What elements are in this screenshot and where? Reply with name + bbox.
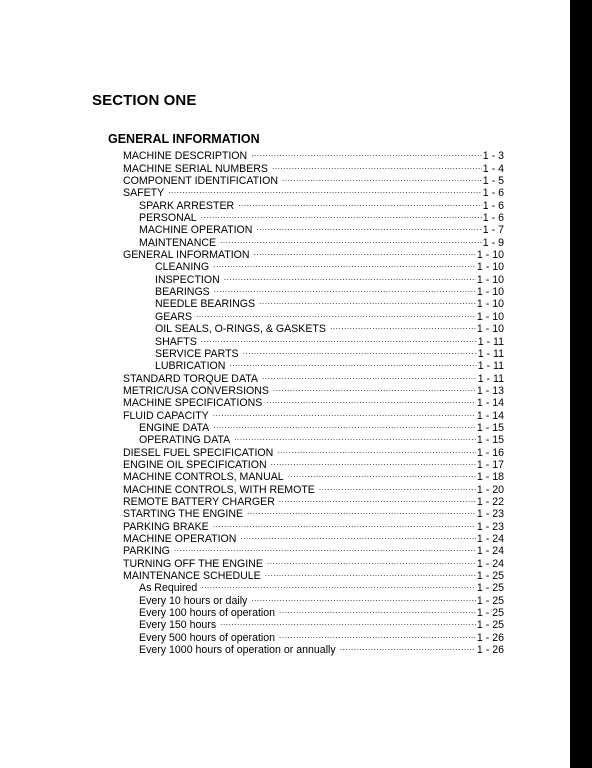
dot-leader: [214, 283, 476, 295]
toc-entry-title: SHAFTS: [155, 335, 197, 348]
dot-leader: [213, 258, 476, 270]
toc-entry[interactable]: [0, 616, 570, 632]
toc-entry[interactable]: [0, 320, 570, 336]
toc-entry-title: MACHINE SERIAL NUMBERS: [123, 162, 269, 175]
toc-entry[interactable]: [0, 554, 570, 570]
toc-entry[interactable]: [0, 246, 570, 262]
toc-entry-title: SERVICE PARTS: [155, 347, 239, 360]
dot-leader: [277, 443, 476, 455]
toc-entry-page-number: 1 - 22: [476, 495, 504, 508]
toc-entry-page-number: 1 - 25: [476, 607, 504, 620]
toc-entry-title: MACHINE OPERATION: [139, 224, 253, 237]
toc-entry[interactable]: [0, 172, 570, 188]
toc-entry-title: TURNING OFF THE ENGINE: [123, 557, 263, 570]
toc-entry-title: STARTING THE ENGINE: [123, 508, 244, 521]
dot-leader: [271, 456, 476, 468]
toc-entry-title: PERSONAL: [139, 212, 197, 225]
toc-entry-page-number: 1 - 23: [476, 520, 504, 533]
toc-entry-page-number: 1 - 26: [476, 631, 504, 644]
toc-entry[interactable]: [0, 468, 570, 484]
toc-entry-title: NEEDLE BEARINGS: [155, 298, 256, 311]
toc-entry-page-number: 1 - 14: [476, 409, 504, 422]
toc-entry-title: OPERATING DATA: [139, 434, 231, 447]
toc-entry-title: Every 500 hours of operation: [139, 631, 276, 644]
dot-leader: [229, 357, 476, 369]
toc-entry[interactable]: [0, 530, 570, 545]
dot-leader: [220, 616, 476, 628]
toc-entry[interactable]: [0, 209, 570, 225]
toc-entry-page-number: 1 - 24: [476, 533, 504, 545]
dot-leader: [340, 641, 476, 653]
toc-entry-page-number: 1 - 13: [476, 384, 504, 397]
toc-entry[interactable]: [0, 307, 570, 323]
dot-leader: [201, 579, 476, 591]
toc-entry[interactable]: [0, 591, 570, 607]
toc-entry-title: BEARINGS: [155, 286, 210, 299]
toc-entry[interactable]: [0, 431, 570, 447]
dot-leader: [272, 159, 482, 171]
toc-entry-title: GENERAL INFORMATION: [123, 249, 250, 262]
toc-entry-page-number: 1 - 10: [476, 323, 504, 336]
toc-entry[interactable]: [0, 443, 570, 459]
toc-entry-title: MACHINE SPECIFICATIONS: [123, 397, 263, 410]
dot-leader: [262, 369, 477, 381]
toc-entry[interactable]: [0, 628, 570, 644]
toc-entry[interactable]: [0, 382, 570, 397]
toc-entry-page-number: 1 - 11: [477, 372, 504, 385]
dot-leader: [201, 209, 482, 221]
dot-leader: [279, 628, 476, 640]
dot-leader: [267, 554, 476, 566]
toc-entry-title: LUBRICATION: [155, 360, 226, 373]
toc-entry-page-number: 1 - 16: [476, 446, 504, 459]
toc-entry-title: MACHINE DESCRIPTION: [123, 150, 248, 163]
toc-entry-page-number: 1 - 20: [476, 483, 504, 496]
toc-entry[interactable]: [0, 517, 570, 533]
toc-entry[interactable]: [0, 258, 570, 274]
toc-entry-page-number: 1 - 14: [476, 397, 504, 410]
toc-entry-title: Every 1000 hours of operation or annually: [139, 644, 336, 657]
toc-entry[interactable]: [0, 233, 570, 249]
toc-entry-page-number: 1 - 18: [476, 471, 504, 484]
toc-entry-title: MAINTENANCE SCHEDULE: [123, 570, 261, 583]
toc-entry-title: GEARS: [155, 310, 193, 323]
dot-leader: [282, 172, 482, 184]
toc-entry-title: MACHINE CONTROLS, WITH REMOTE: [123, 483, 315, 496]
toc-entry-title: Every 100 hours of operation: [139, 607, 276, 620]
toc-entry-page-number: 1 - 11: [477, 335, 504, 348]
dot-leader: [201, 332, 477, 344]
page-edge-border: [570, 0, 592, 768]
toc-heading: GENERAL INFORMATION: [108, 132, 260, 146]
toc-entry[interactable]: [0, 394, 570, 410]
toc-entry[interactable]: [0, 357, 570, 373]
toc-entry-page-number: 1 - 11: [477, 360, 504, 373]
toc-entry-page-number: 1 - 24: [476, 557, 504, 570]
dot-leader: [265, 567, 476, 579]
toc-entry-title: METRIC/USA CONVERSIONS: [123, 384, 269, 397]
toc-entry-page-number: 1 - 24: [476, 545, 504, 558]
dot-leader: [259, 295, 476, 307]
dot-leader: [220, 233, 482, 245]
toc-entry[interactable]: [0, 604, 570, 620]
toc-entry-title: INSPECTION: [155, 273, 220, 286]
toc-entry-title: STANDARD TORQUE DATA: [123, 372, 258, 385]
dot-leader: [240, 530, 476, 542]
toc-entry-title: DIESEL FUEL SPECIFICATION: [123, 446, 274, 459]
toc-entry[interactable]: [0, 419, 570, 434]
toc-entry-page-number: 1 - 10: [476, 310, 504, 323]
toc-entry[interactable]: [0, 184, 570, 200]
dot-leader: [288, 468, 476, 480]
dot-leader: [330, 320, 476, 332]
toc-entry-page-number: 1 - 15: [476, 434, 504, 447]
toc-entry-title: MACHINE CONTROLS, MANUAL: [123, 471, 284, 484]
toc-entry-title: REMOTE BATTERY CHARGER: [123, 495, 275, 508]
toc-entry-page-number: 1 - 11: [477, 347, 504, 360]
toc-entry[interactable]: [0, 283, 570, 299]
dot-leader: [213, 517, 476, 529]
toc-entry[interactable]: [0, 493, 570, 508]
dot-leader: [247, 505, 476, 517]
toc-entry-page-number: 1 - 5: [482, 175, 504, 188]
toc-entry-title: Every 150 hours: [139, 619, 217, 632]
dot-leader: [174, 542, 476, 554]
toc-entry[interactable]: [0, 505, 570, 521]
toc-entry[interactable]: [0, 406, 570, 422]
dot-leader: [251, 147, 482, 159]
toc-entry-page-number: 1 - 7: [482, 224, 504, 237]
toc-entry[interactable]: [0, 196, 570, 212]
table-of-contents: [0, 147, 570, 657]
dot-leader: [213, 406, 476, 418]
dot-leader: [251, 591, 476, 603]
toc-entry-title: ENGINE DATA: [139, 421, 210, 434]
dot-leader: [279, 604, 476, 616]
toc-entry-page-number: 1 - 10: [476, 286, 504, 299]
section-title: SECTION ONE: [92, 92, 197, 109]
toc-entry-page-number: 1 - 25: [476, 594, 504, 607]
toc-entry-page-number: 1 - 25: [476, 582, 504, 595]
dot-leader: [266, 394, 476, 406]
dot-leader: [213, 419, 476, 431]
toc-entry-page-number: 1 - 6: [482, 199, 504, 212]
toc-entry-page-number: 1 - 3: [482, 150, 504, 163]
toc-entry-title: PARKING BRAKE: [123, 520, 209, 533]
dot-leader: [234, 431, 476, 443]
toc-entry[interactable]: [0, 159, 570, 175]
toc-entry-page-number: 1 - 10: [476, 249, 504, 262]
dot-leader: [319, 480, 476, 492]
toc-entry-title: As Required: [139, 582, 198, 595]
dot-leader: [279, 493, 476, 505]
toc-entry[interactable]: [0, 456, 570, 471]
toc-entry-page-number: 1 - 26: [476, 644, 504, 657]
toc-entry-page-number: 1 - 17: [476, 458, 504, 471]
dot-leader: [254, 246, 476, 258]
toc-entry-page-number: 1 - 10: [476, 298, 504, 311]
toc-entry-page-number: 1 - 9: [482, 236, 504, 249]
toc-entry[interactable]: [0, 542, 570, 558]
toc-entry-title: PARKING: [123, 545, 170, 558]
toc-entry[interactable]: [0, 270, 570, 286]
dot-leader: [196, 307, 476, 319]
toc-entry-page-number: 1 - 6: [482, 187, 504, 200]
dot-leader: [168, 184, 482, 196]
dot-leader: [273, 382, 476, 394]
toc-entry-title: ENGINE OIL SPECIFICATION: [123, 458, 267, 471]
toc-entry-page-number: 1 - 25: [476, 570, 504, 583]
toc-entry-title: SPARK ARRESTER: [139, 199, 235, 212]
toc-entry-title: MAINTENANCE: [139, 236, 217, 249]
dot-leader: [256, 221, 481, 233]
toc-entry[interactable]: [0, 369, 570, 385]
dot-leader: [238, 196, 482, 208]
dot-leader: [224, 270, 476, 282]
toc-entry-title: MACHINE OPERATION: [123, 533, 237, 545]
toc-entry-page-number: 1 - 23: [476, 508, 504, 521]
toc-entry-title: SAFETY: [123, 187, 165, 200]
toc-entry[interactable]: [0, 345, 570, 360]
toc-entry[interactable]: [0, 147, 570, 163]
toc-entry-page-number: 1 - 10: [476, 261, 504, 274]
toc-entry-title: FLUID CAPACITY: [123, 409, 209, 422]
dot-leader: [243, 345, 477, 357]
toc-entry-page-number: 1 - 15: [476, 421, 504, 434]
toc-entry[interactable]: [0, 480, 570, 496]
toc-entry-page-number: 1 - 10: [476, 273, 504, 286]
toc-entry[interactable]: [0, 332, 570, 348]
toc-entry-page-number: 1 - 4: [482, 162, 504, 175]
toc-entry[interactable]: [0, 295, 570, 311]
toc-entry[interactable]: [0, 579, 570, 595]
toc-entry-page-number: 1 - 25: [476, 619, 504, 632]
toc-entry[interactable]: [0, 221, 570, 237]
toc-entry-title: OIL SEALS, O-RINGS, & GASKETS: [155, 323, 326, 336]
toc-entry-page-number: 1 - 6: [482, 212, 504, 225]
toc-entry-title: CLEANING: [155, 261, 210, 274]
toc-entry-title: COMPONENT IDENTIFICATION: [123, 175, 278, 188]
toc-entry[interactable]: [0, 641, 570, 657]
toc-entry[interactable]: [0, 567, 570, 583]
toc-entry-title: Every 10 hours or daily: [139, 594, 248, 607]
